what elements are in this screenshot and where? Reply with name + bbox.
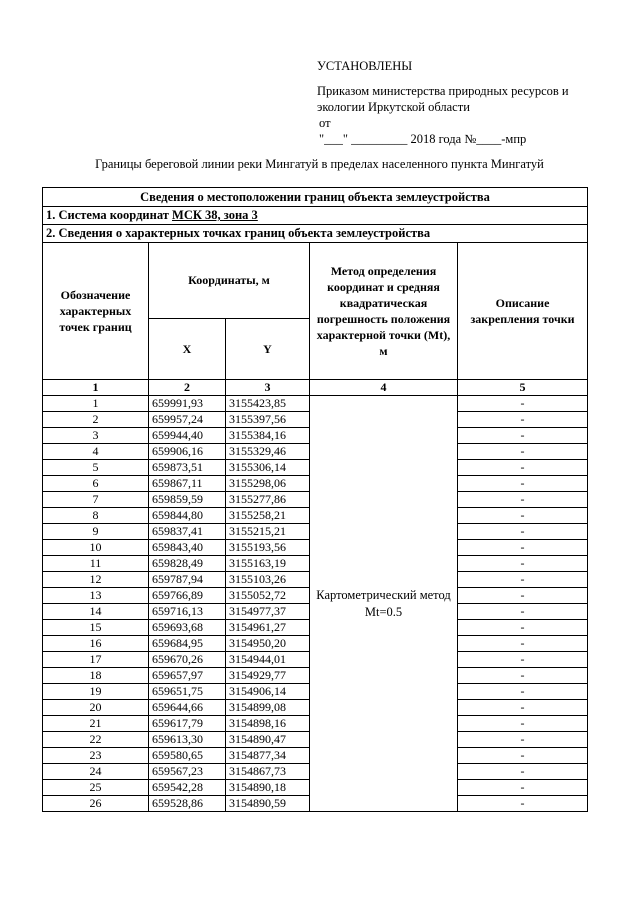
point-y: 3154867,73 (226, 764, 310, 780)
point-description: - (458, 732, 588, 748)
point-y: 3154929,77 (226, 668, 310, 684)
approval-heading: УСТАНОВЛЕНЫ (317, 59, 413, 73)
point-y: 3154906,14 (226, 684, 310, 700)
point-x: 659837,41 (149, 524, 226, 540)
point-number: 13 (43, 588, 149, 604)
point-description: - (458, 668, 588, 684)
point-description: - (458, 796, 588, 812)
point-y: 3155052,72 (226, 588, 310, 604)
point-x: 659944,40 (149, 428, 226, 444)
method-value: Картометрический метод Mt=0.5 (310, 396, 458, 812)
approval-order-line-1: Приказом министерства природных ресурсов и (317, 84, 569, 98)
point-x: 659644,66 (149, 700, 226, 716)
point-x: 659684,95 (149, 636, 226, 652)
point-y: 3155397,56 (226, 412, 310, 428)
point-description: - (458, 780, 588, 796)
point-x: 659617,79 (149, 716, 226, 732)
point-description: - (458, 444, 588, 460)
column-number: 4 (310, 380, 458, 396)
point-number: 26 (43, 796, 149, 812)
point-x: 659528,86 (149, 796, 226, 812)
point-number: 2 (43, 412, 149, 428)
points-section-title: 2. Сведения о характерных точках границ объекта землеустройства (43, 225, 588, 243)
point-y: 3155258,21 (226, 508, 310, 524)
approval-date-number: "___" _________ 2018 года №____-мпр (319, 132, 527, 146)
point-number: 3 (43, 428, 149, 444)
point-number: 8 (43, 508, 149, 524)
point-number: 23 (43, 748, 149, 764)
point-number: 1 (43, 396, 149, 412)
point-y: 3154899,08 (226, 700, 310, 716)
header-designation: Обозначение характерных точек границ (43, 243, 149, 380)
point-number: 19 (43, 684, 149, 700)
point-y: 3154961,27 (226, 620, 310, 636)
point-y: 3154950,20 (226, 636, 310, 652)
point-y: 3155215,21 (226, 524, 310, 540)
point-number: 20 (43, 700, 149, 716)
point-x: 659787,94 (149, 572, 226, 588)
point-description: - (458, 428, 588, 444)
point-description: - (458, 412, 588, 428)
point-description: - (458, 652, 588, 668)
point-number: 21 (43, 716, 149, 732)
point-x: 659651,75 (149, 684, 226, 700)
point-number: 9 (43, 524, 149, 540)
point-description: - (458, 572, 588, 588)
point-y: 3154898,16 (226, 716, 310, 732)
point-number: 11 (43, 556, 149, 572)
point-description: - (458, 700, 588, 716)
point-x: 659867,11 (149, 476, 226, 492)
point-x: 659613,30 (149, 732, 226, 748)
point-description: - (458, 636, 588, 652)
point-x: 659693,68 (149, 620, 226, 636)
point-description: - (458, 524, 588, 540)
coordinate-system-value: МСК 38, зона 3 (172, 208, 258, 222)
point-description: - (458, 492, 588, 508)
point-number: 14 (43, 604, 149, 620)
point-y: 3154944,01 (226, 652, 310, 668)
header-coordinates: Координаты, м (149, 243, 310, 319)
point-number: 25 (43, 780, 149, 796)
table-row (43, 396, 588, 412)
point-y: 3155384,16 (226, 428, 310, 444)
point-description: - (458, 540, 588, 556)
header-y: Y (226, 318, 310, 379)
point-x: 659906,16 (149, 444, 226, 460)
approval-order-line-2: экологии Иркутской области (317, 100, 470, 114)
point-description: - (458, 684, 588, 700)
point-description: - (458, 604, 588, 620)
point-x: 659542,28 (149, 780, 226, 796)
column-number-row (43, 380, 588, 396)
point-y: 3155163,19 (226, 556, 310, 572)
point-number: 18 (43, 668, 149, 684)
coordinate-system-label: 1. Система координат (46, 208, 173, 222)
point-x: 659957,24 (149, 412, 226, 428)
point-number: 10 (43, 540, 149, 556)
point-x: 659580,65 (149, 748, 226, 764)
point-x: 659670,26 (149, 652, 226, 668)
column-number: 5 (458, 380, 588, 396)
column-number: 2 (149, 380, 226, 396)
point-y: 3155306,14 (226, 460, 310, 476)
point-number: 5 (43, 460, 149, 476)
point-y: 3155298,06 (226, 476, 310, 492)
point-x: 659828,49 (149, 556, 226, 572)
point-x: 659716,13 (149, 604, 226, 620)
point-number: 24 (43, 764, 149, 780)
header-x: X (149, 318, 226, 379)
point-number: 15 (43, 620, 149, 636)
column-number: 1 (43, 380, 149, 396)
point-description: - (458, 764, 588, 780)
point-y: 3155193,56 (226, 540, 310, 556)
point-x: 659991,93 (149, 396, 226, 412)
point-description: - (458, 476, 588, 492)
point-y: 3154890,18 (226, 780, 310, 796)
point-description: - (458, 748, 588, 764)
approval-stamp (317, 58, 617, 147)
point-number: 4 (43, 444, 149, 460)
point-description: - (458, 508, 588, 524)
point-y: 3154977,37 (226, 604, 310, 620)
point-x: 659843,40 (149, 540, 226, 556)
point-description: - (458, 716, 588, 732)
column-number: 3 (226, 380, 310, 396)
point-description: - (458, 396, 588, 412)
point-description: - (458, 460, 588, 476)
point-number: 16 (43, 636, 149, 652)
point-y: 3155329,46 (226, 444, 310, 460)
point-x: 659657,97 (149, 668, 226, 684)
document-title: Границы береговой линии реки Мингатуй в пределах населенного пункта Мингатуй (95, 157, 544, 171)
point-description: - (458, 620, 588, 636)
header-description: Описание закрепления точки (458, 243, 588, 380)
point-x: 659766,89 (149, 588, 226, 604)
point-x: 659567,23 (149, 764, 226, 780)
point-x: 659859,59 (149, 492, 226, 508)
point-number: 12 (43, 572, 149, 588)
header-method: Метод определения координат и средняя квадратическая погрешность положения характерной точки (Mt), м (310, 243, 458, 380)
point-y: 3154890,59 (226, 796, 310, 812)
point-number: 17 (43, 652, 149, 668)
point-description: - (458, 556, 588, 572)
point-number: 22 (43, 732, 149, 748)
point-x: 659844,80 (149, 508, 226, 524)
point-number: 6 (43, 476, 149, 492)
coordinate-system-row (43, 207, 588, 225)
point-y: 3155277,86 (226, 492, 310, 508)
section-title: Сведения о местоположении границ объекта землеустройства (43, 188, 588, 207)
point-x: 659873,51 (149, 460, 226, 476)
boundary-points-table (42, 187, 588, 812)
point-description: - (458, 588, 588, 604)
point-y: 3154890,47 (226, 732, 310, 748)
point-y: 3154877,34 (226, 748, 310, 764)
point-y: 3155423,85 (226, 396, 310, 412)
point-y: 3155103,26 (226, 572, 310, 588)
point-number: 7 (43, 492, 149, 508)
approval-date-prefix: от (319, 116, 331, 130)
